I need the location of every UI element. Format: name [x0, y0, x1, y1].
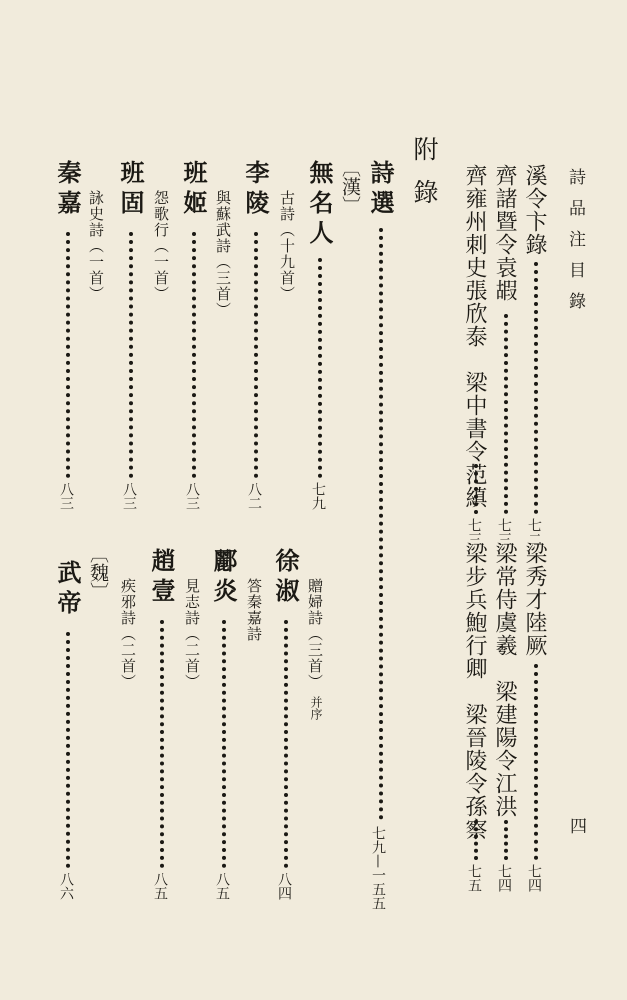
section-pages: 七九—一五五: [370, 826, 386, 910]
poet-page: 八五: [214, 872, 230, 900]
leader-dots: [284, 620, 288, 868]
dynasty-label: 〔漢〕: [339, 158, 361, 215]
toc-entry-page: 七四: [496, 864, 512, 892]
toc-entry-page: 七五: [466, 864, 482, 892]
poet-page: 八三: [121, 482, 137, 510]
poem-title: 疾邪詩（二首）: [119, 578, 137, 690]
poem-title: 與蘇武詩（三首）: [214, 190, 232, 318]
poet-page: 八三: [184, 482, 200, 510]
poet-page: 八二: [246, 482, 262, 510]
toc-entry-title: 溪令卞錄: [522, 164, 547, 256]
leader-dots: [129, 232, 133, 478]
leader-dots: [504, 820, 508, 860]
leader-dots: [254, 232, 258, 478]
poet-page: 八三: [58, 482, 74, 510]
poet-page: 八五: [152, 872, 168, 900]
poet-page: 八六: [58, 872, 74, 900]
toc-entry-page: 七四: [526, 864, 542, 892]
leader-dots: [534, 262, 538, 514]
poem-title: 怨歌行（一首）: [152, 190, 170, 302]
appendix-heading: 附錄: [410, 136, 439, 222]
toc-entry-title: 梁常侍虞羲 梁建陽令江洪: [492, 542, 517, 818]
poem-title: 答秦嘉詩: [245, 578, 263, 642]
toc-entry-title: 齊諸暨令袁嘏: [492, 164, 517, 302]
poem-title: 見志詩（二首）: [183, 578, 201, 690]
poem-title: 古詩（十九首）: [278, 190, 296, 302]
poet-name: 武帝: [53, 560, 82, 620]
poet-name: 趙壹: [147, 548, 176, 608]
leader-dots: [222, 620, 226, 868]
leader-dots: [474, 464, 478, 514]
poet-name: 酈炎: [209, 548, 238, 608]
poet-page: 八四: [276, 872, 292, 900]
leader-dots: [160, 620, 164, 868]
poet-name: 無名人: [305, 160, 334, 250]
leader-dots: [66, 632, 70, 868]
page-number: 四: [566, 817, 586, 834]
poem-title: 贈婦詩（三首）: [306, 578, 324, 690]
poet-name: 徐淑: [271, 548, 300, 608]
toc-entry-page: 七三: [496, 518, 512, 546]
dynasty-label: 〔魏〕: [87, 544, 109, 601]
poet-name: 班固: [116, 160, 145, 220]
poem-title: 詠史詩（一首）: [87, 190, 105, 302]
section-title: 詩選: [366, 160, 395, 220]
leader-dots: [474, 820, 478, 860]
toc-entry-title: 梁秀才陸厥: [522, 542, 547, 657]
toc-entry-title: 齊雍州刺史張欣泰 梁中書令范縝: [462, 164, 487, 509]
toc-entry-page: 七三: [466, 518, 482, 546]
leader-dots: [379, 228, 383, 820]
poet-name: 秦嘉: [53, 160, 82, 220]
running-title: 詩品注目錄: [565, 168, 585, 323]
poem-note: 并序: [309, 696, 323, 720]
leader-dots: [534, 664, 538, 860]
leader-dots: [66, 232, 70, 478]
toc-entry-title: 梁步兵鮑行卿 梁晉陵令孫察: [462, 542, 487, 841]
leader-dots: [318, 258, 322, 478]
leader-dots: [504, 314, 508, 514]
leader-dots: [192, 232, 196, 478]
poet-name: 李陵: [241, 160, 270, 220]
toc-entry-page: 七二: [526, 518, 542, 546]
poet-name: 班姬: [179, 160, 208, 220]
poet-page: 七九: [310, 482, 326, 510]
